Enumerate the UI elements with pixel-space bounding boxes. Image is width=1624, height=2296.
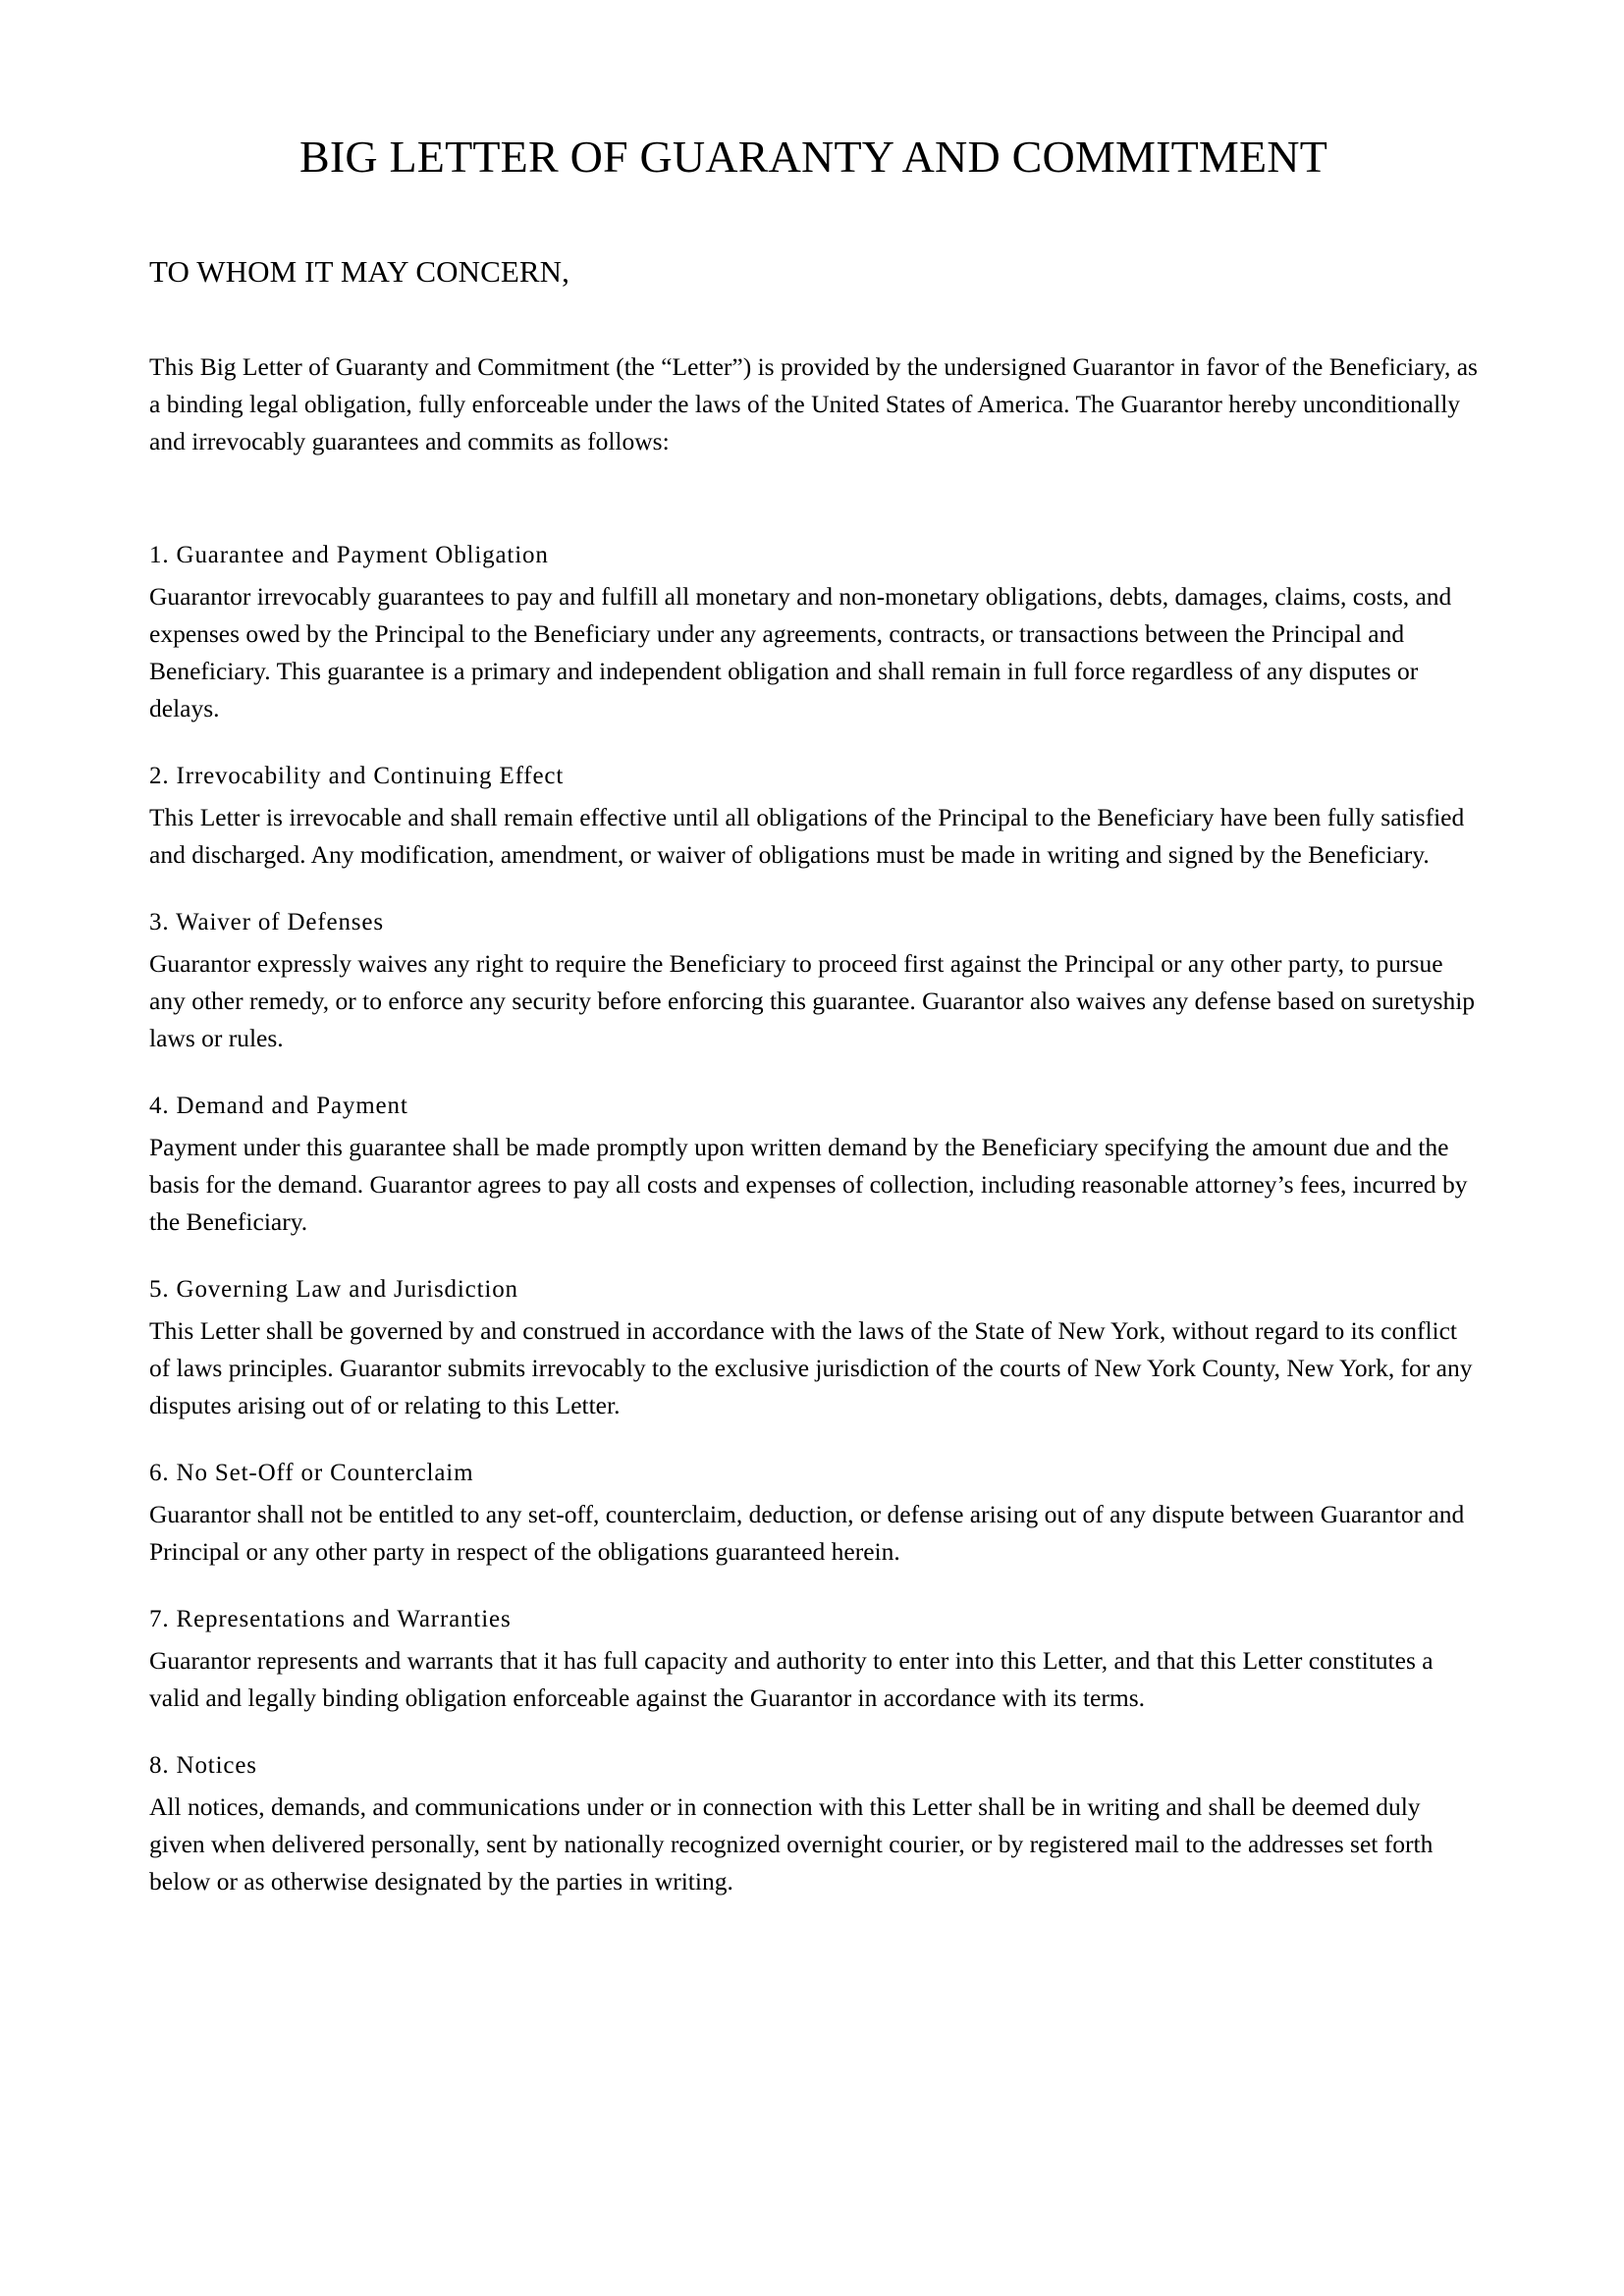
clause-body: Guarantor expressly waives any right to require the Beneficiary to proceed first against the Principal or any other party, to pursue any other remedy, or to enforce any security before enforcing this guarantee. Guarantor also waives any defense based on suretyship laws or rules. xyxy=(149,948,1476,1052)
clause-heading: 8. Notices xyxy=(149,1751,257,1779)
clause-section xyxy=(149,1455,1478,1571)
clause-heading: 1. Guarantee and Payment Obligation xyxy=(149,541,549,568)
clause-heading: 3. Waiver of Defenses xyxy=(149,908,384,935)
clause-section xyxy=(149,904,1478,1057)
page-title: BIG LETTER OF GUARANTY AND COMMITMENT xyxy=(298,131,1328,182)
clause-heading: 5. Governing Law and Jurisdiction xyxy=(149,1275,518,1303)
clause-heading: 6. No Set-Off or Counterclaim xyxy=(149,1459,474,1486)
clause-body: Guarantor irrevocably guarantees to pay and fulfill all monetary and non-monetary obligations, debts, damages, claims, costs, and expenses owed by the Principal to the Beneficiary under any agreements, contracts, or transactions between the Principal and Beneficiary. This guarantee is a primary and independent obligation and shall remain in full force regardless of any disputes or delays. xyxy=(149,581,1452,722)
clause-body: Guarantor shall not be entitled to any set-off, counterclaim, deduction, or defense arising out of any dispute between Guarantor and Principal or any other party in respect of the obligations guaranteed herein. xyxy=(149,1499,1465,1566)
clause-section xyxy=(149,758,1478,874)
clause-body: All notices, demands, and communications under or in connection with this Letter shall be in writing and shall be deemed duly given when delivered personally, sent by nationally recognized overnight courier, or by registered mail to the addresses set forth below or as otherwise designated by the parties in writing. xyxy=(149,1791,1434,1896)
clause-list xyxy=(149,537,1478,1900)
clause-heading: 4. Demand and Payment xyxy=(149,1092,408,1119)
clause-body: Payment under this guarantee shall be made promptly upon written demand by the Beneficiary specifying the amount due and the basis for the demand. Guarantor agrees to pay all costs and expenses of collection, including reasonable attorney’s fees, incurred by the Beneficiary. xyxy=(149,1132,1468,1236)
clause-heading: 2. Irrevocability and Continuing Effect xyxy=(149,762,565,789)
clause-heading: 7. Representations and Warranties xyxy=(149,1605,512,1632)
clause-section xyxy=(149,537,1478,727)
clause-section xyxy=(149,1747,1478,1900)
clause-body: This Letter is irrevocable and shall remain effective until all obligations of the Principal to the Beneficiary have been fully satisfied and discharged. Any modification, amendment, or waiver of obligations must be made in writing and signed by the Beneficiary. xyxy=(149,802,1465,869)
clause-section xyxy=(149,1271,1478,1424)
intro-paragraph: This Big Letter of Guaranty and Commitment (the “Letter”) is provided by the undersigned Guarantor in favor of the Beneficiary, as a binding legal obligation, fully enforceable under the laws of the United States of America. The Guarantor hereby unconditionally and irrevocably guarantees and commits as follows: xyxy=(149,351,1478,455)
clause-section xyxy=(149,1088,1478,1241)
clause-section xyxy=(149,1601,1478,1717)
salutation: TO WHOM IT MAY CONCERN, xyxy=(149,254,570,289)
clause-body: Guarantor represents and warrants that it has full capacity and authority to enter into this Letter, and that this Letter constitutes a valid and legally binding obligation enforceable against the Guarantor in accordance with its terms. xyxy=(149,1645,1434,1712)
document-body xyxy=(149,253,1478,1900)
clause-body: This Letter shall be governed by and construed in accordance with the laws of the State of New York, without regard to its conflict of laws principles. Guarantor submits irrevocably to the exclusive jurisdiction of the courts of New York County, New York, for any disputes arising out of or relating to this Letter. xyxy=(149,1315,1473,1419)
